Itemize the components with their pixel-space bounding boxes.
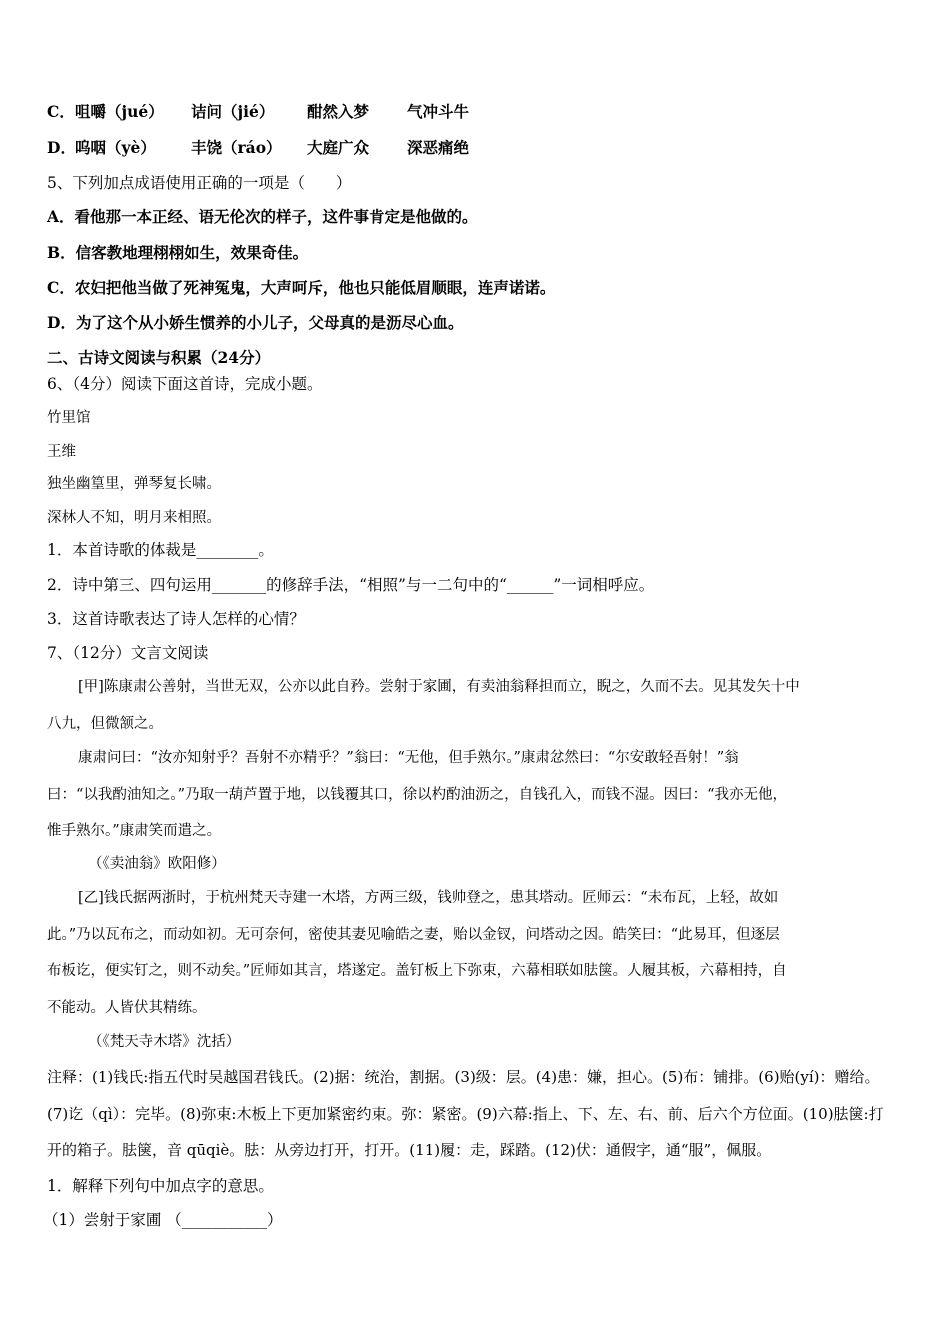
passage-jia-source: （《卖油翁》欧阳修） <box>88 856 226 872</box>
q5-option-b: B．信客教地理栩栩如生，效果奇佳。 <box>47 243 309 262</box>
q7-subquestion: 1．解释下列句中加点字的意思。 <box>47 1177 274 1195</box>
option-item: 深恶痛绝 <box>407 138 470 157</box>
option-item: 大庭广众 <box>307 138 370 157</box>
q6-question: 3．这首诗歌表达了诗人怎样的心情？ <box>47 610 305 628</box>
poem-line: 独坐幽篁里，弹琴复长啸。 <box>47 476 221 492</box>
option-letter: D． <box>47 138 76 157</box>
passage-yi-line: 不能动。人皆伏其精练。 <box>47 1000 207 1016</box>
option-letter: C． <box>47 102 75 121</box>
poem-title: 竹里馆 <box>47 410 91 426</box>
q6-stem: 6、（4分）阅读下面这首诗，完成小题。 <box>47 375 323 393</box>
passage-yi-line: 此。”乃以瓦布之，而动如初。无可奈何，密使其妻见喻皓之妻，贻以金钗，问塔动之因。皓笑曰：“此易耳，但逐层 <box>47 927 780 943</box>
q7-subquestion-item: （1）尝射于家圃 （___________） <box>43 1211 283 1229</box>
q7-stem: 7、（12分）文言文阅读 <box>47 644 209 662</box>
q6-question: 2．诗中第三、四句运用_______的修辞手法，“相照”与一二句中的“______”一词相呼应。 <box>47 576 655 594</box>
passage-jia-line: 惟手熟尔。”康肃笑而遣之。 <box>47 823 222 839</box>
q5-stem: 5、下列加点成语使用正确的一项是（ ） <box>47 174 352 192</box>
poem-line: 深林人不知，明月来相照。 <box>47 510 221 526</box>
passage-jia-line: 曰：“以我酌油知之。”乃取一葫芦置于地，以钱覆其口，徐以杓酌油沥之，自钱孔入，而钱不湿。因曰：“我亦无他， <box>47 787 787 803</box>
passage-yi-line: 布板讫，便实钉之，则不动矣。”匠师如其言，塔遂定。盖钉板上下弥束，六幕相联如胠箧。人履其板，六幕相持，自 <box>47 963 787 979</box>
q4-option-c <box>47 102 469 122</box>
annotation-line: (7)讫（qì）：完毕。(8)弥束:木板上下更加紧密约束。弥：紧密。(9)六幕:指上、下、左、右、前、后六个方位面。(10)胠箧:打 <box>47 1105 884 1123</box>
annotation-line: 注释：(1)钱氏:指五代时吴越国君钱氏。(2)据：统治，割据。(3)级：层。(4)患：嫌，担心。(5)布：铺排。(6)贻(yí)：赠给。 <box>47 1068 880 1086</box>
q5-option-a: A．看他那一本正经、语无伦次的样子，这件事肯定是他做的。 <box>47 207 478 226</box>
annotation-line: 开的箱子。胠箧，音 qūqiè。胠：从旁边打开，打开。(11)履：走，踩踏。(12)伏：通假字，通“服”，佩服。 <box>47 1141 772 1159</box>
option-item: 酣然入梦 <box>307 102 370 121</box>
section-heading: 二、古诗文阅读与积累（24分） <box>47 348 271 367</box>
option-item: 呜咽（yè） <box>75 138 156 157</box>
option-item: 丰饶（ráo） <box>191 138 282 157</box>
passage-jia-line: 康肃问曰：“汝亦知射乎？吾射不亦精乎？”翁曰：“无他，但手熟尔。”康肃忿然曰：“尔安敢轻吾射！”翁 <box>78 750 739 766</box>
option-item: 气冲斗牛 <box>407 102 470 121</box>
q5-option-c: C．农妇把他当做了死神冤鬼，大声呵斥，他也只能低眉顺眼，连声诺诺。 <box>47 278 556 297</box>
passage-jia-line: [甲]陈康肃公善射，当世无双，公亦以此自矜。尝射于家圃，有卖油翁释担而立，睨之，久而不去。见其发矢十中 <box>78 679 800 695</box>
option-item: 咀嚼（jué） <box>75 102 164 121</box>
poem-author: 王维 <box>47 444 76 460</box>
q5-option-d: D．为了这个从小娇生惯养的小儿子，父母真的是沥尽心血。 <box>47 313 464 332</box>
passage-jia-line: 八九，但微颔之。 <box>47 716 163 732</box>
q6-question: 1．本首诗歌的体裁是________。 <box>47 541 274 559</box>
passage-yi-line: [乙]钱氏据两浙时，于杭州梵天寺建一木塔，方两三级，钱帅登之，患其塔动。匠师云：“未布瓦，上轻，故如 <box>78 890 779 906</box>
option-item: 诘问（jié） <box>191 102 275 121</box>
q4-option-d <box>47 138 469 158</box>
passage-yi-source: （《梵天寺木塔》沈括） <box>88 1034 241 1050</box>
